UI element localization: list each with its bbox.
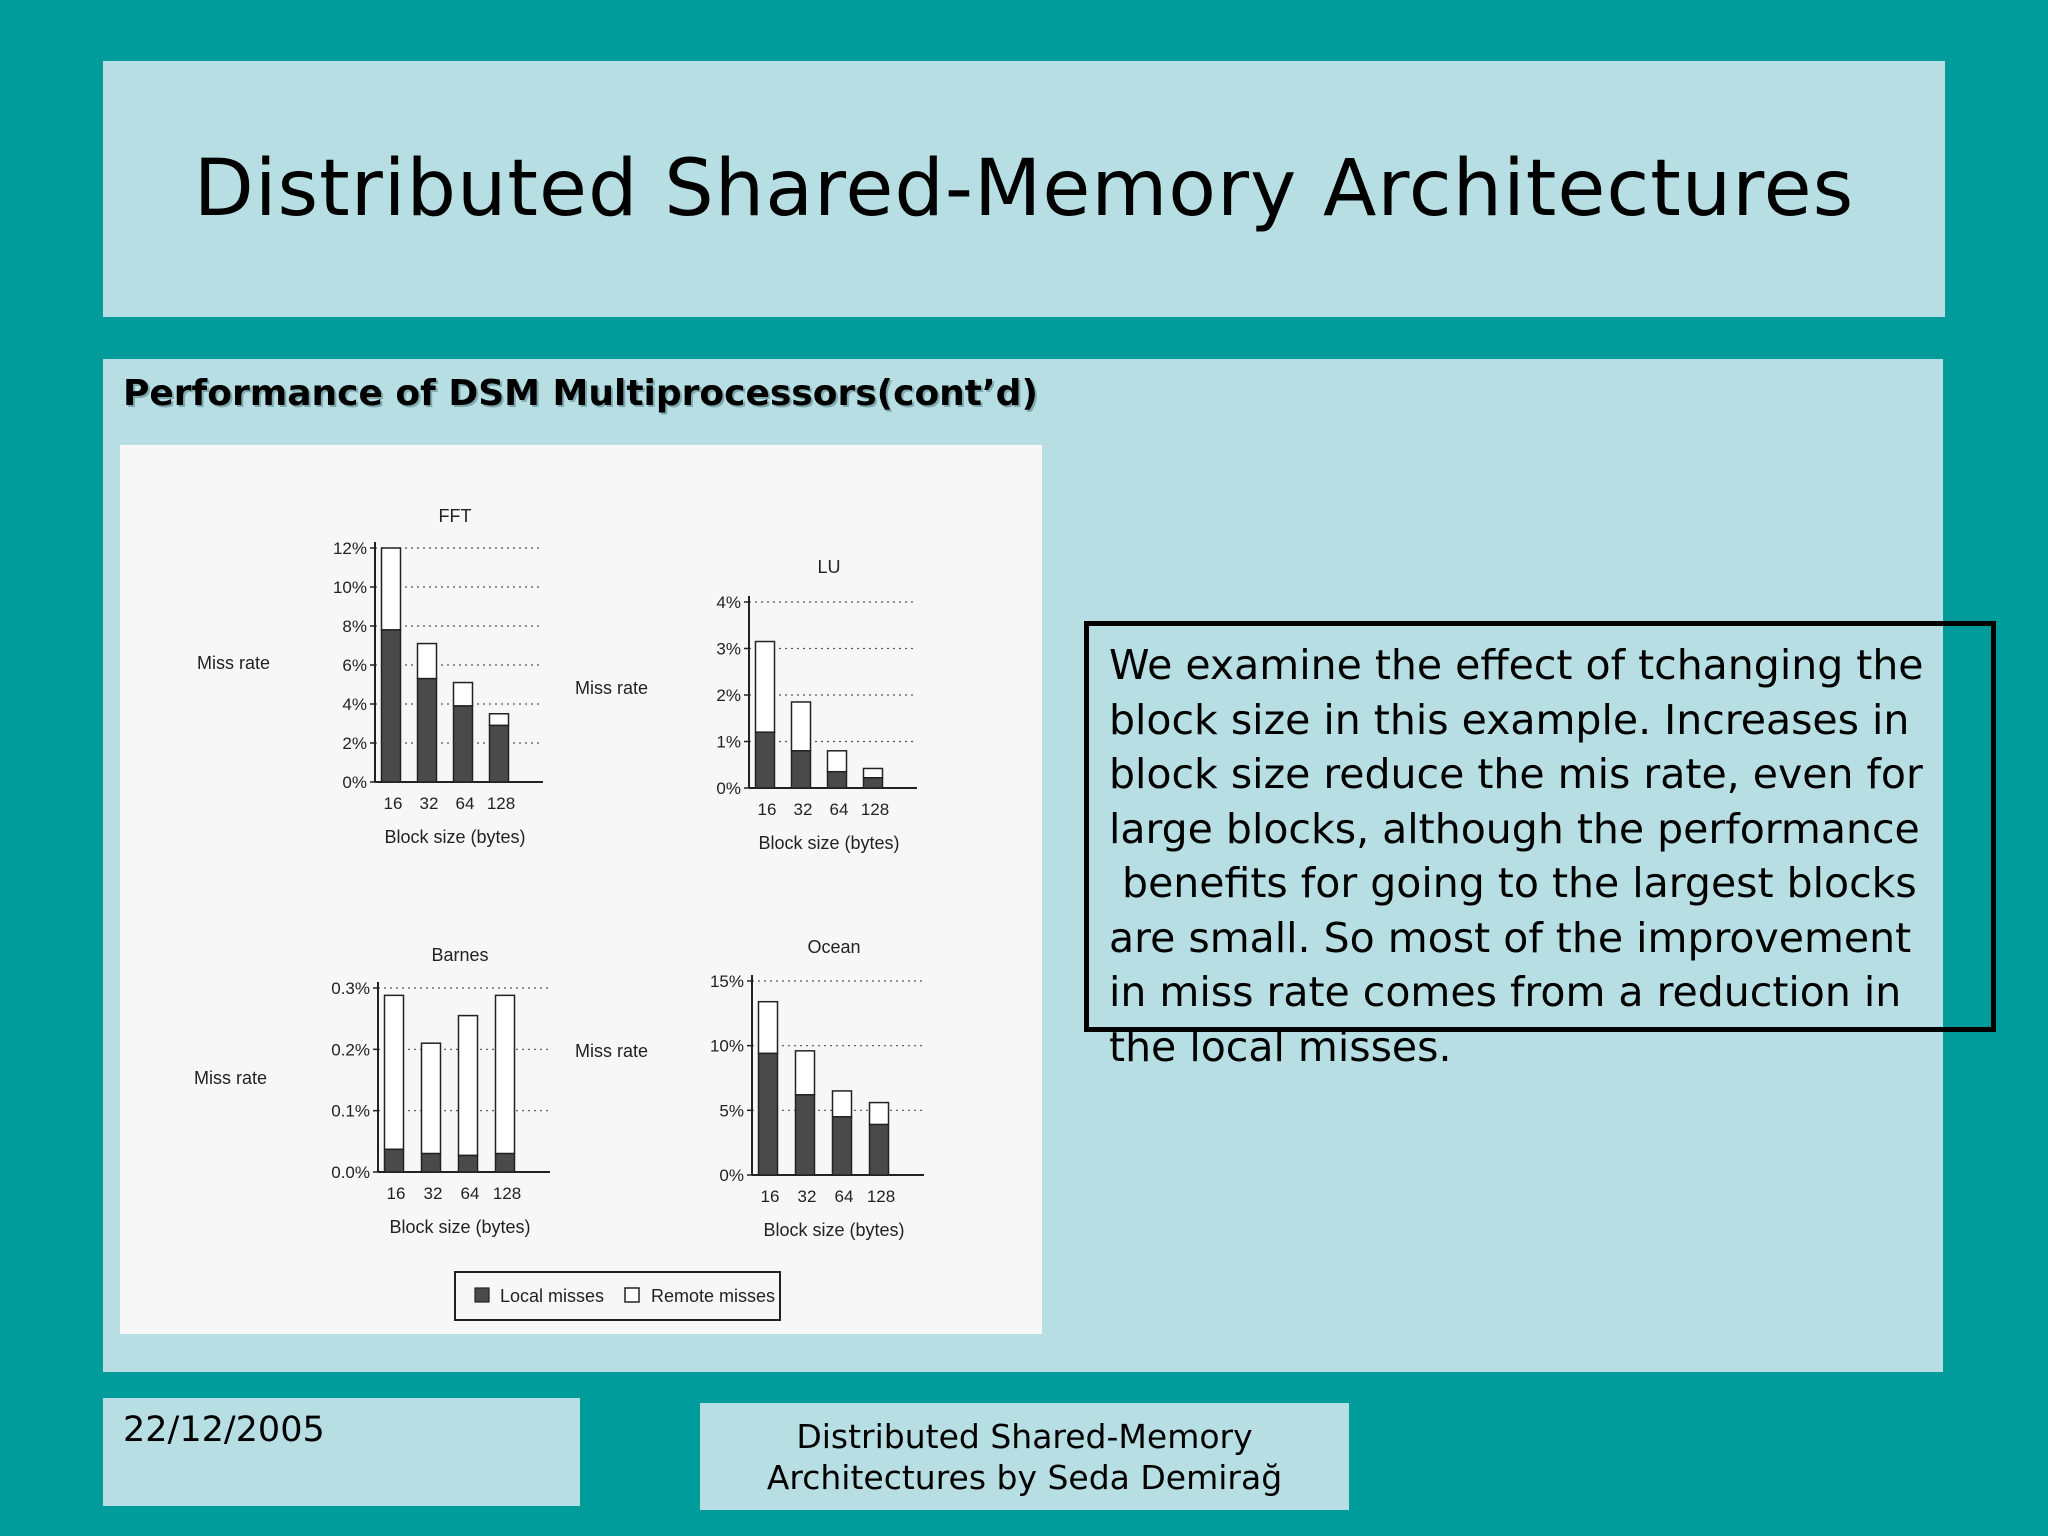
x-tick-label: 16 (760, 1187, 780, 1206)
chart-barnes (194, 945, 550, 1237)
bar-remote-misses (418, 644, 437, 679)
y-tick-label: 4% (342, 695, 367, 714)
bar-remote-misses (833, 1091, 852, 1117)
chart-title: Barnes (431, 945, 489, 965)
date-panel (103, 1398, 580, 1506)
x-tick-label: 64 (455, 794, 475, 813)
y-tick-label: 2% (716, 686, 741, 705)
x-tick-label: 32 (797, 1187, 817, 1206)
chart-title: Ocean (807, 937, 861, 957)
chart-fft (197, 506, 543, 847)
y-tick-label: 15% (709, 972, 744, 991)
bar-local-misses (385, 1149, 404, 1172)
bar-local-misses (870, 1125, 889, 1175)
bar-local-misses (382, 630, 401, 782)
bar-remote-misses (459, 1016, 478, 1156)
y-tick-label: 0.2% (331, 1040, 370, 1060)
bar-local-misses (459, 1155, 478, 1172)
footer-credit: Distributed Shared-Memory Architectures by Seda Demirağ (766, 1416, 1283, 1497)
y-tick-label: 2% (342, 734, 367, 753)
y-axis-label: Miss rate (574, 678, 648, 698)
chart-legend (455, 1272, 780, 1320)
y-tick-label: 3% (716, 639, 741, 659)
y-tick-label: 0.1% (331, 1101, 370, 1121)
bar-remote-misses (422, 1043, 441, 1153)
y-tick-label: 10% (709, 1036, 744, 1056)
x-tick-label: 128 (860, 800, 890, 819)
slide-subtitle: Performance of DSM Multiprocessors(cont’d) (123, 373, 1038, 414)
x-axis-label: Block size (bytes) (763, 1220, 905, 1240)
bar-local-misses (756, 732, 775, 788)
bar-local-misses (422, 1154, 441, 1172)
chart-figure (120, 445, 1042, 1334)
bar-remote-misses (756, 642, 775, 733)
bar-remote-misses (382, 548, 401, 630)
y-axis-label: Miss rate (574, 1041, 648, 1061)
y-axis-label: Miss rate (196, 653, 270, 673)
legend-local-label: Local misses (500, 1286, 605, 1306)
bar-local-misses (490, 725, 509, 782)
title-panel (103, 61, 1945, 317)
chart-ocean (575, 937, 924, 1240)
description-text: We examine the effect of tchanging the block size in this example. Increases in block size reduce the mis rate, even for large blocks, although the performance benefits for going to the largest blocks are small. So most of the improvement in miss rate comes from a reduction in the local misses. (1109, 641, 1924, 1071)
chart-svg (120, 445, 1042, 1334)
bar-remote-misses (496, 995, 515, 1153)
x-axis-label: Block size (bytes) (389, 1217, 531, 1237)
x-axis-label: Block size (bytes) (384, 827, 526, 847)
bar-remote-misses (759, 1002, 778, 1054)
y-tick-label: 0% (719, 1166, 744, 1185)
bar-remote-misses (385, 995, 404, 1149)
x-tick-label: 16 (757, 800, 777, 819)
bar-remote-misses (864, 768, 883, 777)
legend-remote-swatch (625, 1288, 639, 1302)
chart-title: LU (817, 557, 841, 577)
x-tick-label: 32 (423, 1184, 443, 1203)
bar-local-misses (496, 1154, 515, 1172)
bar-remote-misses (792, 702, 811, 751)
bar-remote-misses (796, 1051, 815, 1095)
footer-date: 22/12/2005 (123, 1410, 325, 1450)
y-tick-label: 5% (719, 1101, 744, 1121)
y-tick-label: 12% (332, 539, 367, 558)
bar-local-misses (833, 1117, 852, 1175)
legend-remote-label: Remote misses (651, 1286, 776, 1306)
legend-local-swatch (475, 1288, 489, 1302)
bar-remote-misses (870, 1103, 889, 1125)
x-tick-label: 128 (486, 794, 516, 813)
y-tick-label: 4% (716, 593, 741, 612)
y-tick-label: 6% (342, 656, 367, 675)
x-axis-label: Block size (bytes) (758, 833, 900, 853)
y-axis-label: Miss rate (193, 1068, 267, 1088)
y-tick-label: 0.3% (331, 979, 370, 998)
x-tick-label: 128 (866, 1187, 896, 1206)
description-box (1084, 621, 1996, 1071)
bar-local-misses (792, 751, 811, 788)
x-tick-label: 64 (460, 1184, 480, 1203)
x-tick-label: 64 (829, 800, 849, 819)
slide-title: Distributed Shared-Memory Architectures (193, 144, 1855, 234)
x-tick-label: 32 (793, 800, 813, 819)
x-tick-label: 64 (834, 1187, 854, 1206)
x-tick-label: 128 (492, 1184, 522, 1203)
bar-remote-misses (828, 751, 847, 772)
bar-local-misses (418, 679, 437, 782)
y-tick-label: 0% (716, 779, 741, 798)
bar-local-misses (864, 778, 883, 788)
bar-remote-misses (490, 714, 509, 726)
footer-credit-panel (700, 1403, 1349, 1510)
bar-local-misses (796, 1095, 815, 1175)
chart-title: FFT (438, 506, 472, 526)
y-tick-label: 10% (332, 578, 367, 597)
y-tick-label: 8% (342, 617, 367, 636)
y-tick-label: 1% (716, 732, 741, 752)
bar-local-misses (759, 1053, 778, 1175)
x-tick-label: 16 (386, 1184, 406, 1203)
x-tick-label: 32 (419, 794, 439, 813)
content-panel (103, 359, 1943, 1372)
bar-local-misses (828, 772, 847, 788)
y-tick-label: 0% (342, 773, 367, 792)
bar-local-misses (454, 706, 473, 782)
x-tick-label: 16 (383, 794, 403, 813)
y-tick-label: 0.0% (331, 1163, 370, 1182)
bar-remote-misses (454, 683, 473, 706)
chart-lu (575, 557, 917, 853)
